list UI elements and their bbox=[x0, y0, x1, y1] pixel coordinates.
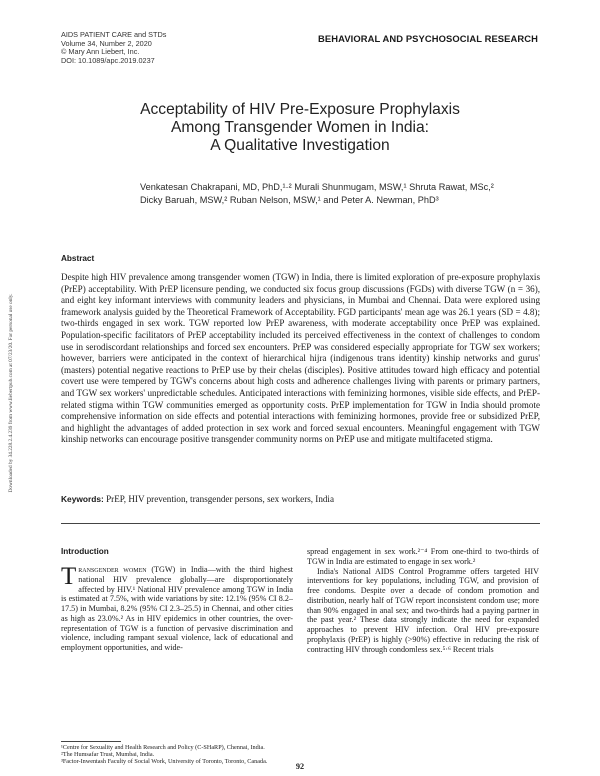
footnote: ³Factor-Inwentash Faculty of Social Work, University of Toronto, Toronto, Canada. bbox=[61, 758, 268, 766]
journal-name: AIDS PATIENT CARE and STDs bbox=[61, 30, 167, 39]
author-list bbox=[140, 181, 494, 207]
journal-info bbox=[61, 31, 166, 65]
intro-paragraph-text: (TGW) in India—with the third highest national HIV prevalence globally—are disproportionately affected by HIV.¹ National HIV prevalence among TGW in India is estimated at 7.5%, with wide variations by site: 12.1% (95% CI 8.2–17.5) in Mumbai, 8.2% (95% CI 2.3–25.5) in Chennai, and other cities as high as 23.0%.² As in HIV epidemics in other countries, the over-representation of TGW is a function of pervasive discrimination and violence, including rampant sexual violence, lack of educational and employment opportunities, and wide- bbox=[61, 565, 293, 653]
footnote: ²The Humsafar Trust, Mumbai, India. bbox=[61, 751, 155, 759]
author-line: Dicky Baruah, MSW,² Ruban Nelson, MSW,¹ and Peter A. Newman, PhD³ bbox=[140, 195, 439, 205]
section-heading: BEHAVIORAL AND PSYCHOSOCIAL RESEARCH bbox=[318, 33, 538, 44]
section-divider bbox=[61, 523, 540, 524]
abstract-heading: Abstract bbox=[61, 254, 95, 263]
body-paragraph: spread engagement in sex work.²⁻⁴ From one-third to two-thirds of TGW in India are estimated to engage in sex work.² bbox=[307, 547, 539, 566]
page-number: 92 bbox=[295, 762, 305, 771]
footnote: ¹Centre for Sexuality and Health Research and Policy (C-SHaRP), Chennai, India. bbox=[61, 744, 265, 751]
keywords bbox=[61, 494, 540, 506]
introduction-heading: Introduction bbox=[61, 547, 109, 556]
article-title bbox=[60, 101, 540, 156]
abstract-text: Despite high HIV prevalence among transgender women (TGW) in India, there is limited exploration of pre-exposure prophylaxis (PrEP) acceptability. With PrEP licensure pending, we conducted six focus group discussions (FGDs) with diverse TGW (n = 36), and eight key informant interviews with community leaders and physicians, in Mumbai and Chennai. Data were explored using framework analysis guided by the Theoretical Framework of Acceptability. FGD participants' mean age was 26.1 years (SD = 4.8); two-thirds engaged in sex work. TGW reported low PrEP awareness, with moderate acceptability once PrEP was explained. Population-specific facilitators of PrEP acceptability included its perceived effectiveness in the context of challenges to condom use in serodiscordant relationships and forced sex encounters. PrEP was considered especially appropriate for TGW sex workers; however, barriers were anticipated in the context of hierarchical hijra (indigenous trans identity) kinship networks and gurus' (masters) potential negative reactions to PrEP use by their chelas (disciples). Positive attitudes toward high efficacy and potential covert use were tempered by TGW's concerns about high costs and adherence challenges living with parents or primary partners, and TGW sex workers' unpredictable schedules. Anticipated interactions with feminizing hormones, visible side effects, and PrEP-related stigma within TGW communities emerged as opportunity costs. PrEP implementation for TGW in India should promote comprehensive information on side effects and potential interactions with feminizing hormones, provide free or subsidized PrEP, and highlight the advantages of added protection in sex work and forced sexual encounters. Meaningful engagement with TGW kinship networks can encourage positive transgender community norms on PrEP use and mitigate multifaceted stigma. bbox=[61, 272, 540, 445]
journal-doi: DOI: 10.1089/apc.2019.0237 bbox=[61, 55, 155, 65]
keywords-text: PrEP, HIV prevention, transgender persons, sex workers, India bbox=[106, 494, 334, 504]
title-line: Among Transgender Women in India: bbox=[170, 119, 430, 137]
title-line: A Qualitative Investigation bbox=[210, 137, 390, 155]
drop-cap: T bbox=[61, 563, 77, 590]
body-column-right bbox=[307, 547, 539, 655]
body-column-left bbox=[61, 565, 293, 653]
author-line: Venkatesan Chakrapani, MD, PhD,¹·² Murali Shunmugam, MSW,¹ Shruta Rawat, MSc,² bbox=[140, 182, 494, 192]
journal-copyright: © Mary Ann Liebert, Inc. bbox=[61, 47, 140, 57]
download-notice-text: Downloaded by 34.228.2.4.239 from www.liebertpub.com at 07/23/20. For personal use only. bbox=[8, 293, 14, 493]
journal-volume: Volume 34, Number 2, 2020 bbox=[61, 38, 152, 48]
title-line: Acceptability of HIV Pre-Exposure Prophylaxis bbox=[140, 101, 460, 118]
body-paragraph: India's National AIDS Control Programme offers targeted HIV interventions for key populations, including TGW, and provision of free condoms. Despite over a decade of condom promotion and distribution, nearly half of TGW report inconsistent condom use; more than 90% engaged in anal sex; and two-thirds had a paying partner in the past year.² These data strongly indicate the need for expanded approaches to prevent HIV infection. Oral HIV pre-exposure prophylaxis (PrEP) is highly (>90%) effective in reducing the risk of contracting HIV through condomless sex.⁵·⁶ Recent trials bbox=[307, 566, 539, 654]
download-notice bbox=[4, 243, 18, 543]
intro-paragraph bbox=[61, 565, 293, 653]
intro-lead-words: ransgender women bbox=[78, 565, 147, 574]
footnote-divider bbox=[61, 741, 121, 742]
keywords-label: Keywords: bbox=[61, 494, 104, 504]
